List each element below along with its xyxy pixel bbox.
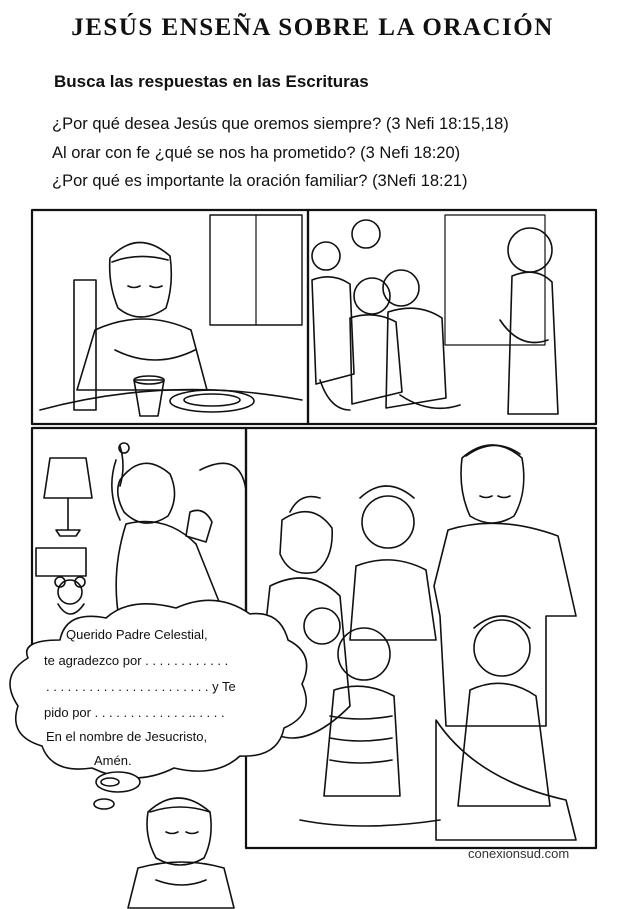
bubble-line-4: pido por . . . . . . . . . . . . . .. . . . .: [44, 705, 225, 720]
bubble-line-5: En el nombre de Jesucristo,: [46, 729, 208, 744]
question-1: ¿Por qué desea Jesús que oremos siempre? (3 Nefi 18:15,18): [52, 115, 509, 133]
panel-family-pew: [308, 210, 596, 424]
site-credit: conexionsud.com: [468, 846, 570, 861]
question-3: ¿Por qué es importante la oración familiar? (3Nefi 18:21): [52, 172, 468, 190]
bubble-line-2: te agradezco por . . . . . . . . . . . .: [44, 653, 229, 668]
bubble-line-1: Querido Padre Celestial,: [66, 627, 208, 642]
page-title: JESÚS ENSEÑA SOBRE LA ORACIÓN: [71, 14, 554, 41]
panel-family-kneeling: [246, 428, 596, 848]
subtitle: Busca las respuestas en las Escrituras: [54, 72, 369, 91]
bubble-line-3: . . . . . . . . . . . . . . . . . . . . . . . y Te: [46, 679, 236, 694]
question-2: Al orar con fe ¿qué se nos ha prometido? (3 Nefi 18:20): [52, 144, 461, 162]
bubble-line-6: Amén.: [94, 753, 132, 768]
praying-boy: [128, 798, 234, 908]
panel-boy-at-table: [32, 210, 308, 424]
